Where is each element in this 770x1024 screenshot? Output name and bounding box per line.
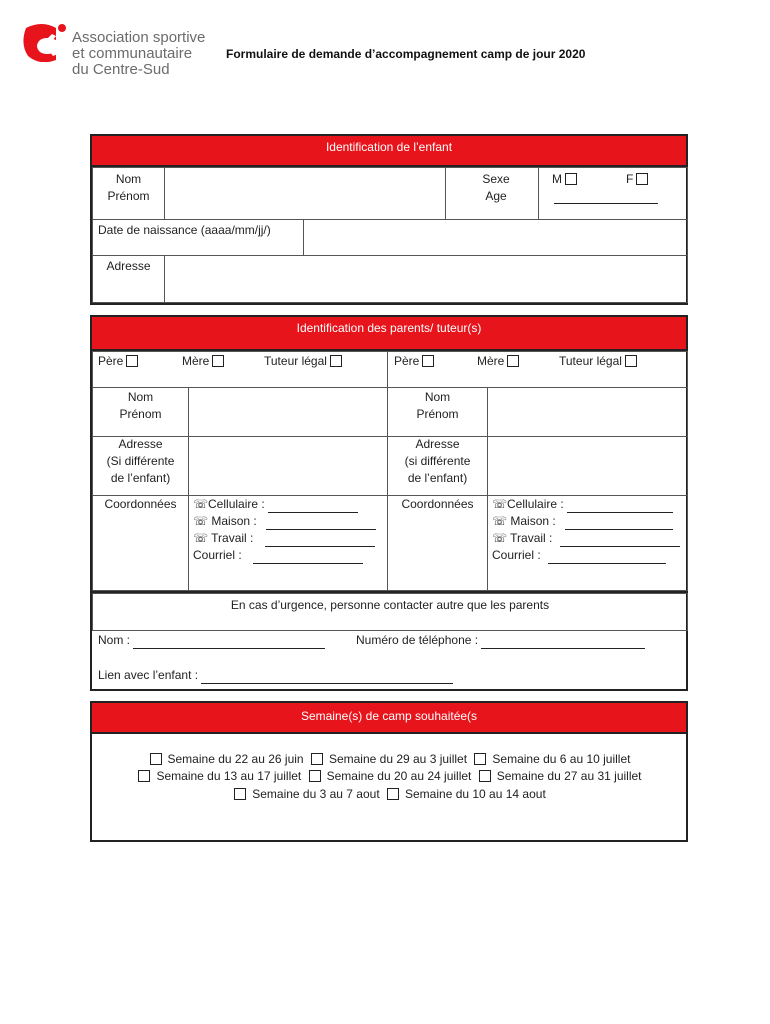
- week-label: Semaine du 3 au 7 aout: [252, 787, 380, 801]
- week-checkbox[interactable]: [150, 753, 162, 765]
- emergency-nom-input[interactable]: [133, 635, 325, 649]
- parent1-pere-checkbox[interactable]: [126, 355, 138, 367]
- org-name: [72, 30, 205, 78]
- phone-icon: ☏: [492, 514, 508, 528]
- parent2-name-input[interactable]: [487, 387, 688, 437]
- week-option[interactable]: [474, 752, 630, 766]
- parent1-travail-input[interactable]: [265, 533, 375, 547]
- week-label: Semaine du 22 au 26 juin: [167, 752, 304, 766]
- week-option[interactable]: [309, 769, 472, 783]
- parent2-mere-option: [477, 353, 519, 370]
- week-checkbox[interactable]: [138, 770, 150, 782]
- weeks-row-2: [92, 769, 688, 783]
- week-checkbox[interactable]: [474, 753, 486, 765]
- emergency-phone-label: Numéro de téléphone :: [356, 633, 479, 647]
- org-name-line2: et communautaire: [72, 45, 193, 62]
- parent2-tuteur-option: [559, 353, 637, 370]
- weeks-section-header: [90, 701, 688, 734]
- parent1-adresse-label: Adresse: [118, 437, 163, 451]
- child-adresse-label: Adresse: [106, 259, 151, 273]
- phone-icon: ☏: [193, 514, 209, 528]
- org-logo: [22, 22, 68, 62]
- parent1-coord-label: Coordonnées: [104, 497, 177, 511]
- parent1-mere-option: [182, 353, 224, 370]
- sex-m-checkbox[interactable]: [565, 173, 577, 185]
- weeks-section-title: Semaine(s) de camp souhaitée(s: [300, 709, 478, 723]
- child-prenom-label: Prénom: [107, 189, 150, 203]
- week-checkbox[interactable]: [479, 770, 491, 782]
- parent2-maison-input[interactable]: [565, 516, 673, 530]
- child-section-title: Identification de l’enfant: [325, 140, 453, 154]
- parent1-cellulaire-row: [193, 496, 358, 513]
- child-sexe-label: Sexe: [482, 172, 510, 186]
- parent1-tuteur-checkbox[interactable]: [330, 355, 342, 367]
- emergency-lien-label: Lien avec l’enfant :: [98, 668, 199, 682]
- emergency-phone-row: [356, 632, 645, 649]
- parent2-pere-label: Père: [394, 354, 420, 368]
- parent2-maison-row: [492, 513, 673, 530]
- parent2-coord-label: Coordonnées: [401, 497, 474, 511]
- parent2-prenom-label: Prénom: [416, 407, 459, 421]
- parent2-pere-checkbox[interactable]: [422, 355, 434, 367]
- phone-icon: ☏: [193, 531, 209, 545]
- sex-f-option: [626, 171, 648, 188]
- parent2-nom-label: Nom: [424, 390, 451, 404]
- parent1-tuteur-option: [264, 353, 342, 370]
- org-name-line3: du Centre-Sud: [72, 61, 170, 78]
- parent1-courriel-row: [193, 547, 363, 564]
- week-checkbox[interactable]: [311, 753, 323, 765]
- weeks-row-1: [92, 752, 688, 766]
- parent2-travail-label: Travail :: [510, 531, 553, 545]
- child-name-input[interactable]: [164, 167, 446, 220]
- parent1-tuteur-label: Tuteur légal: [264, 354, 327, 368]
- parent1-courriel-label: Courriel :: [193, 548, 242, 562]
- parent2-courriel-input[interactable]: [548, 550, 666, 564]
- parent1-maison-label: Maison :: [211, 514, 257, 528]
- parent2-courriel-label: Courriel :: [492, 548, 541, 562]
- parent1-prenom-label: Prénom: [119, 407, 162, 421]
- week-option[interactable]: [387, 787, 546, 801]
- parent1-address-input[interactable]: [188, 436, 388, 496]
- parents-section-title: Identification des parents/ tuteur(s): [296, 321, 482, 335]
- parent2-courriel-row: [492, 547, 666, 564]
- week-option[interactable]: [311, 752, 467, 766]
- dob-label-group: [98, 222, 271, 239]
- parent2-pere-option: [394, 353, 434, 370]
- parent1-pere-label: Père: [98, 354, 124, 368]
- dob-format: (aaaa/mm/jj/): [200, 223, 271, 237]
- week-label: Semaine du 27 au 31 juillet: [496, 769, 642, 783]
- parent1-cellulaire-label: Cellulaire :: [208, 497, 265, 511]
- dob-label: Date de naissance: [98, 223, 198, 237]
- week-option[interactable]: [150, 752, 304, 766]
- parent1-si-diff-label: (Si différente: [106, 454, 175, 468]
- parents-section-box: [90, 349, 688, 593]
- parent2-tuteur-checkbox[interactable]: [625, 355, 637, 367]
- emergency-lien-input[interactable]: [201, 670, 453, 684]
- emergency-nom-label: Nom :: [98, 633, 131, 647]
- logo-mark-icon: [22, 22, 68, 62]
- emergency-box: [90, 591, 688, 691]
- week-option[interactable]: [138, 769, 301, 783]
- emergency-phone-input[interactable]: [481, 635, 645, 649]
- child-age-label: Age: [485, 189, 507, 203]
- parent1-pere-option: [98, 353, 138, 370]
- parent2-de-enfant-label: de l’enfant): [407, 471, 468, 485]
- week-checkbox[interactable]: [309, 770, 321, 782]
- parent2-cellulaire-row: [492, 496, 673, 513]
- parent1-travail-label: Travail :: [211, 531, 254, 545]
- parent2-si-diff-label: (si différente: [404, 454, 471, 468]
- sex-m-option: [552, 171, 577, 188]
- parent2-tuteur-label: Tuteur légal: [559, 354, 622, 368]
- phone-icon: ☏: [492, 531, 508, 545]
- parent1-travail-row: [193, 530, 375, 547]
- parent2-cellulaire-label: Cellulaire :: [507, 497, 564, 511]
- week-option[interactable]: [479, 769, 642, 783]
- parent2-adresse-label: Adresse: [415, 437, 460, 451]
- week-label: Semaine du 10 au 14 aout: [405, 787, 546, 801]
- document-title: Formulaire de demande d’accompagnement camp de jour 2020: [226, 47, 586, 61]
- parent2-travail-input[interactable]: [560, 533, 680, 547]
- child-nom-label: Nom: [115, 172, 142, 186]
- sex-f-label: F: [626, 172, 634, 186]
- parent2-travail-row: [492, 530, 680, 547]
- week-option[interactable]: [234, 787, 379, 801]
- week-checkbox[interactable]: [234, 788, 246, 800]
- parent1-name-input[interactable]: [188, 387, 388, 437]
- parent2-mere-checkbox[interactable]: [507, 355, 519, 367]
- phone-icon: ☏: [193, 497, 209, 511]
- parent1-maison-row: [193, 513, 376, 530]
- parent2-maison-label: Maison :: [510, 514, 556, 528]
- parent1-mere-checkbox[interactable]: [212, 355, 224, 367]
- parent2-address-input[interactable]: [487, 436, 688, 496]
- child-section-header: [90, 134, 688, 167]
- parent1-mere-label: Mère: [182, 354, 210, 368]
- parent1-cellulaire-input[interactable]: [268, 499, 358, 513]
- child-section-box: [90, 165, 688, 305]
- parent2-mere-label: Mère: [477, 354, 505, 368]
- phone-icon: ☏: [492, 497, 508, 511]
- weeks-row-3: [92, 787, 688, 801]
- age-input-line[interactable]: [554, 203, 658, 204]
- parent1-courriel-input[interactable]: [253, 550, 363, 564]
- org-name-line1: Association sportive: [72, 29, 206, 46]
- parent1-de-enfant-label: de l’enfant): [110, 471, 171, 485]
- parents-section-header: [90, 315, 688, 351]
- parent1-maison-input[interactable]: [266, 516, 376, 530]
- week-label: Semaine du 29 au 3 juillet: [328, 752, 468, 766]
- sex-m-label: M: [552, 172, 562, 186]
- address-input[interactable]: [164, 255, 688, 303]
- week-label: Semaine du 13 au 17 juillet: [156, 769, 302, 783]
- emergency-lien-row: [98, 667, 453, 684]
- emergency-title: En cas d’urgence, personne contacter autre que les parents: [230, 598, 550, 612]
- week-checkbox[interactable]: [387, 788, 399, 800]
- parent1-nom-label: Nom: [127, 390, 154, 404]
- dob-input[interactable]: [303, 219, 688, 256]
- week-label: Semaine du 6 au 10 juillet: [492, 752, 631, 766]
- week-label: Semaine du 20 au 24 juillet: [326, 769, 472, 783]
- sex-f-checkbox[interactable]: [636, 173, 648, 185]
- emergency-nom-row: [98, 632, 325, 649]
- parent2-cellulaire-input[interactable]: [567, 499, 673, 513]
